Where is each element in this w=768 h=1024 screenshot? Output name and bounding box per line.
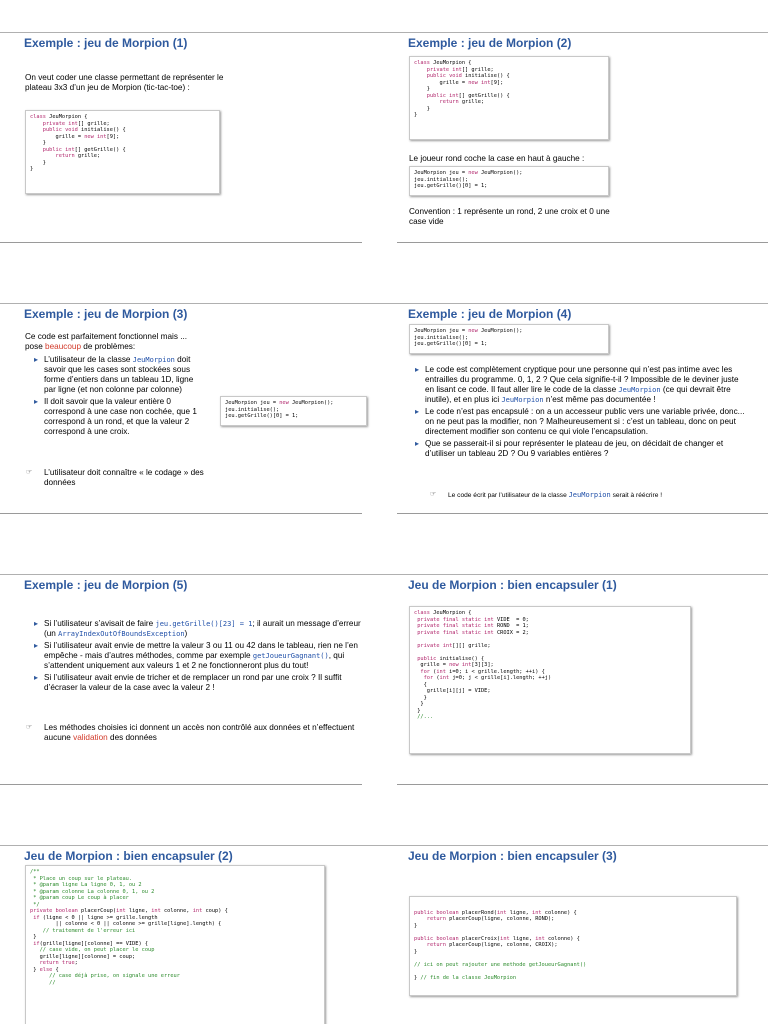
list-item: ▸ Si l’utilisateur avait envie de tricher et de remplacer un rond par une croix ? Il suffit d’écraser la valeur de la case avec la valeur 2 ! <box>34 673 362 693</box>
pointing-hand-icon: ☞ <box>26 724 33 731</box>
slide-title: Exemple : jeu de Morpion (5) <box>24 578 188 592</box>
slide-title: Jeu de Morpion : bien encapsuler (1) <box>408 578 617 592</box>
slide-intro: Ce code est parfaitement fonctionnel mais ... pose beaucoup de problèmes: <box>25 332 188 351</box>
slide-6 <box>384 542 768 813</box>
slide-title: Exemple : jeu de Morpion (2) <box>408 36 572 50</box>
list-item: ▸ Si l’utilisateur avait envie de mettre la valeur 3 ou 11 ou 42 dans le tableau, rien ne l’en empêche - mais d’autres méthodes, comme par exemple getJoueurGagnant(), qui s’attendent uniquement aux valeurs 1 et 2 ne fonctionneront plus du tout! <box>34 641 362 671</box>
slide-title: Exemple : jeu de Morpion (4) <box>408 307 572 321</box>
code-block: public boolean placerRond(int ligne, int colonne) { return placerCoup(ligne, colonne, ROND); } public boolean placerCroix(int ligne, int colonne) { return placerCoup(ligne, colonne, CROIX); } // ici on peut rajouter une methode getJoueurGagnant() } // fin de la classe JeuMorpion <box>409 896 737 996</box>
note: ☞ L’utilisateur doit connaître « le codage » des données <box>26 468 204 487</box>
code-block: JeuMorpion jeu = new JeuMorpion(); jeu.initialise(); jeu.getGrille()[0] = 1; <box>409 324 609 354</box>
slide-4 <box>384 271 768 542</box>
slide-5 <box>0 542 384 813</box>
note: ☞ Les méthodes choisies ici donnent un accès non contrôlé aux données et n’effectuent aucune validation des données <box>26 723 355 742</box>
slide-title: Exemple : jeu de Morpion (3) <box>24 307 188 321</box>
slide-1 <box>0 0 384 271</box>
slide-8 <box>384 813 768 1024</box>
pointing-hand-icon: ☞ <box>430 491 437 498</box>
code-block: JeuMorpion jeu = new JeuMorpion(); jeu.initialise(); jeu.getGrille()[0] = 1; <box>220 396 367 426</box>
list-item: ▸ Que se passerait-il si pour représenter le plateau de jeu, on décidait de changer et d’utiliser un tableau 2D ? Ou 9 variables entières ? <box>415 439 748 459</box>
list-item: ▸ Le code n’est pas encapsulé : on a un accesseur public vers une variable privée, donc... on ne peut pas la modifier, non ? Malheureusement si : c’est un tableau, donc on peut directement modifier son contenu ce qui viole l’encapsulation. <box>415 407 748 437</box>
code-block: JeuMorpion jeu = new JeuMorpion(); jeu.initialise(); jeu.getGrille()[0] = 1; <box>409 166 609 196</box>
slide-3 <box>0 271 384 542</box>
slide-2 <box>384 0 768 271</box>
slide-title: Jeu de Morpion : bien encapsuler (3) <box>408 849 617 863</box>
text-rond: Le joueur rond coche la case en haut à gauche : <box>409 154 585 163</box>
code-block: class JeuMorpion { private int[] grille; public void initialise() { grille = new int[9]; } public int[] getGrille() { return grille; } } <box>409 56 609 140</box>
list-item: ▸ Il doit savoir que la valeur entière 0 correspond à une case non cochée, que 1 correspond à un rond, et que la valeur 2 correspond à une croix. <box>34 397 200 437</box>
code-block: class JeuMorpion { private final static int VIDE = 0; private final static int ROND = 1; private final static int CROIX = 2; private int[][] grille; public initialise() { grille = new int[3][3]; for (int i=0; i < grille.length; ++i) { for (int j=0; j < grille[i].length; ++j) { grille[i][j] = VIDE; } } } //... <box>409 606 691 754</box>
code-block: /** * Place un coup sur le plateau. * @param ligne La ligne 0, 1, ou 2 * @param colonne La colonne 0, 1, ou 2 * @param coup Le coup à placer */ private boolean placerCoup(int ligne, int colonne, int coup) { if (ligne < 0 || ligne >= grille.length || colonne < 0 || colonne >= grille[ligne].length) { // traitement de l'erreur ici } if(grille[ligne][colonne] == VIDE) { // case vide, on peut placer le coup grille[ligne][colonne] = coup; return true; } else { // case déjà prise, on signale une erreur // <box>25 865 325 1024</box>
slide-intro: On veut coder une classe permettant de représenter le plateau 3x3 d’un jeu de Morpion (tic-tac-toe) : <box>25 73 224 92</box>
list-item: ▸ Si l’utilisateur s’avisait de faire jeu.getGrille()[23] = 1; il aurait un message d’erreur (un ArrayIndexOutOfBoundsException) <box>34 619 362 639</box>
text-convention: Convention : 1 représente un rond, 2 une croix et 0 une case vide <box>409 207 610 226</box>
slide-7 <box>0 813 384 1024</box>
slide-title: Jeu de Morpion : bien encapsuler (2) <box>24 849 233 863</box>
note: ☞ Le code écrit par l’utilisateur de la classe JeuMorpion serait à réécrire ! <box>430 491 663 499</box>
list-item: ▸ L’utilisateur de la classe JeuMorpion doit savoir que les cases sont stockées sous forme d’entiers dans un tableau 1D, ligne par ligne (et non colonne par colonne) <box>34 355 200 395</box>
pointing-hand-icon: ☞ <box>26 469 33 476</box>
list-item: ▸ Le code est complètement cryptique pour une personne qui n’est pas intime avec les entrailles du programme. 0, 1, 2 ? Que cela signifie-t-il ? Impossible de le deviner juste en lisant ce code. Il faut aller lire le code de la classe JeuMorpion (ce qui devrait être inutile), et en plus ici JeuMorpion n’est même pas documentée ! <box>415 365 748 405</box>
code-block: class JeuMorpion { private int[] grille; public void initialise() { grille = new int[9]; } public int[] getGrille() { return grille; } } <box>25 110 220 194</box>
slide-title: Exemple : jeu de Morpion (1) <box>24 36 188 50</box>
